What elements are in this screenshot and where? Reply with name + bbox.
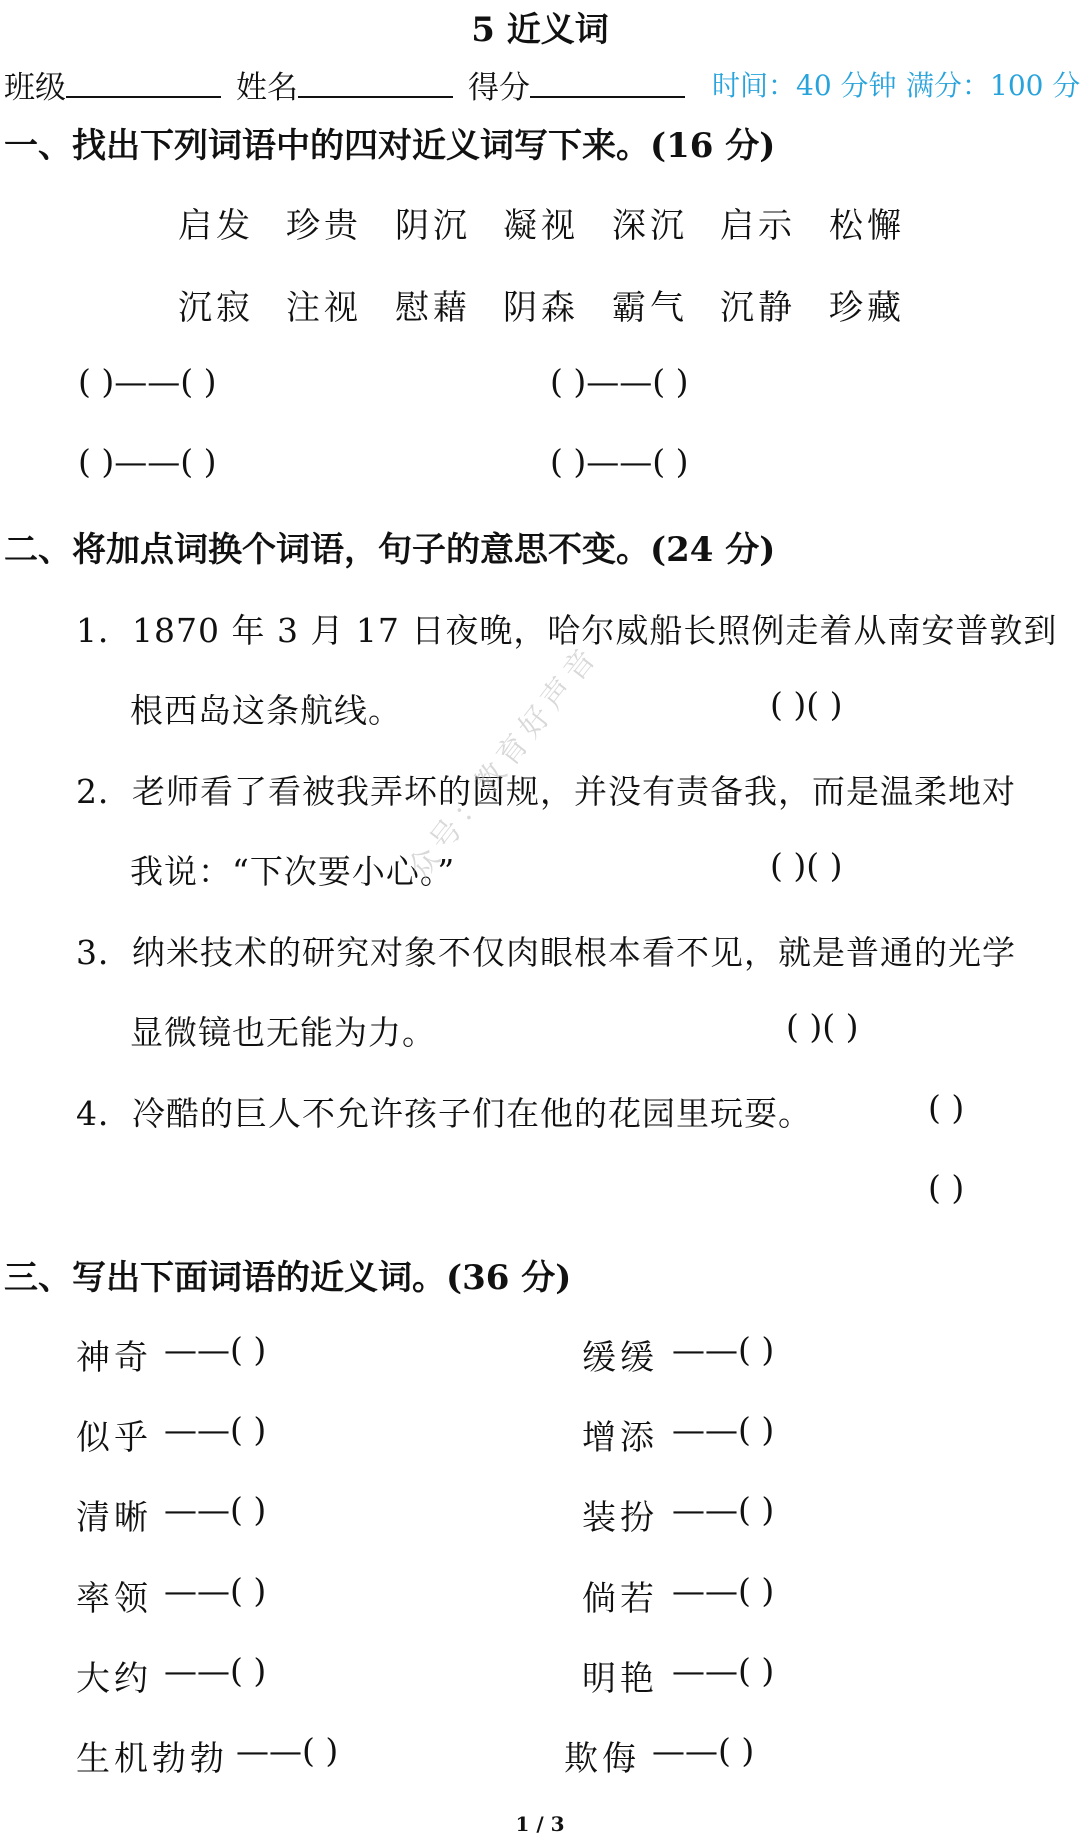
class-field [4, 62, 221, 107]
synonym-blank[interactable]: ——( ) [672, 1490, 775, 1529]
synonym-blank[interactable]: ——( ) [164, 1571, 267, 1610]
synonym-word: 率领 [76, 1579, 152, 1619]
synonym-blank[interactable]: ——( ) [672, 1571, 775, 1610]
word: 霸气 [612, 288, 688, 328]
synonym-word: 装扮 [582, 1498, 658, 1538]
question-1-line1: 1．1870 年 3 月 17 日夜晚，哈尔威船长照例走着从南安普敦到 [76, 611, 1058, 650]
score-label: 得分 [468, 70, 530, 106]
answer-pair-1[interactable]: ( )——( ) [78, 362, 217, 401]
synonym-word: 明艳 [582, 1659, 658, 1699]
synonym-word: 增添 [582, 1418, 658, 1458]
full-score-info: 满分：100 分 [906, 69, 1080, 102]
word: 启示 [720, 206, 796, 246]
word: 珍藏 [829, 288, 905, 328]
synonym-word: 倘若 [582, 1579, 658, 1619]
word: 沉静 [720, 288, 796, 328]
answer-pair-3[interactable]: ( )——( ) [78, 442, 217, 481]
name-label: 姓名 [236, 70, 298, 106]
name-underline[interactable] [298, 66, 453, 98]
question-3-line2: 显微镜也无能为力。 [130, 1013, 436, 1052]
score-field [468, 62, 685, 107]
word: 沉寂 [178, 288, 254, 328]
synonym-blank[interactable]: ——( ) [164, 1410, 267, 1449]
word: 阴森 [503, 288, 579, 328]
word: 深沉 [612, 206, 688, 246]
synonym-word: 似乎 [76, 1418, 152, 1458]
class-label: 班级 [4, 70, 66, 106]
answer-pair-2[interactable]: ( )——( ) [550, 362, 689, 401]
section2-heading: 二、将加点词换个词语，句子的意思不变。(24 分) [4, 530, 776, 570]
synonym-blank[interactable]: ——( ) [164, 1490, 267, 1529]
word: 阴沉 [395, 206, 471, 246]
synonym-blank[interactable]: ——( ) [164, 1330, 267, 1369]
synonym-word: 生机勃勃 [76, 1739, 228, 1779]
time-info: 时间：40 分钟 [712, 69, 897, 102]
synonym-blank[interactable]: ——( ) [652, 1731, 755, 1770]
question-2-answer[interactable]: ( )( ) [770, 846, 843, 885]
class-underline[interactable] [66, 66, 221, 98]
question-4-answer-1[interactable]: ( ) [928, 1088, 965, 1127]
synonym-word: 缓缓 [582, 1338, 658, 1378]
watermark-text: 众号：教育好声音 [401, 637, 607, 887]
name-field [236, 62, 453, 107]
page-title: 5 近义词 [471, 10, 609, 50]
score-underline[interactable] [530, 66, 685, 98]
question-2-line1: 2．老师看了看被我弄坏的圆规，并没有责备我，而是温柔地对 [76, 772, 1016, 811]
synonym-word: 神奇 [76, 1338, 152, 1378]
page-number: 1 / 3 [515, 1812, 565, 1836]
question-1-line2: 根西岛这条航线。 [130, 691, 402, 730]
word: 凝视 [503, 206, 579, 246]
word: 启发 [178, 206, 254, 246]
synonym-word: 清晰 [76, 1498, 152, 1538]
word: 慰藉 [395, 288, 471, 328]
word: 注视 [286, 288, 362, 328]
question-3-answer[interactable]: ( )( ) [786, 1007, 859, 1046]
synonym-blank[interactable]: ——( ) [672, 1330, 775, 1369]
question-3-line1: 3．纳米技术的研究对象不仅肉眼根本看不见，就是普通的光学 [76, 933, 1016, 972]
synonym-blank[interactable]: ——( ) [672, 1651, 775, 1690]
section1-heading: 一、找出下列词语中的四对近义词写下来。(16 分) [4, 126, 776, 166]
synonym-word: 大约 [76, 1659, 152, 1699]
question-4-line1: 4．冷酷的巨人不允许孩子们在他的花园里玩耍。 [76, 1094, 812, 1133]
question-2-line2: 我说：“下次要小心。” [130, 852, 456, 891]
synonym-word: 欺侮 [564, 1739, 640, 1779]
word: 松懈 [829, 206, 905, 246]
synonym-blank[interactable]: ——( ) [672, 1410, 775, 1449]
word: 珍贵 [286, 206, 362, 246]
synonym-blank[interactable]: ——( ) [236, 1731, 339, 1770]
synonym-blank[interactable]: ——( ) [164, 1651, 267, 1690]
answer-pair-4[interactable]: ( )——( ) [550, 442, 689, 481]
section3-heading: 三、写出下面词语的近义词。(36 分) [4, 1258, 572, 1298]
question-1-answer[interactable]: ( )( ) [770, 685, 843, 724]
question-4-answer-2[interactable]: ( ) [928, 1168, 965, 1207]
